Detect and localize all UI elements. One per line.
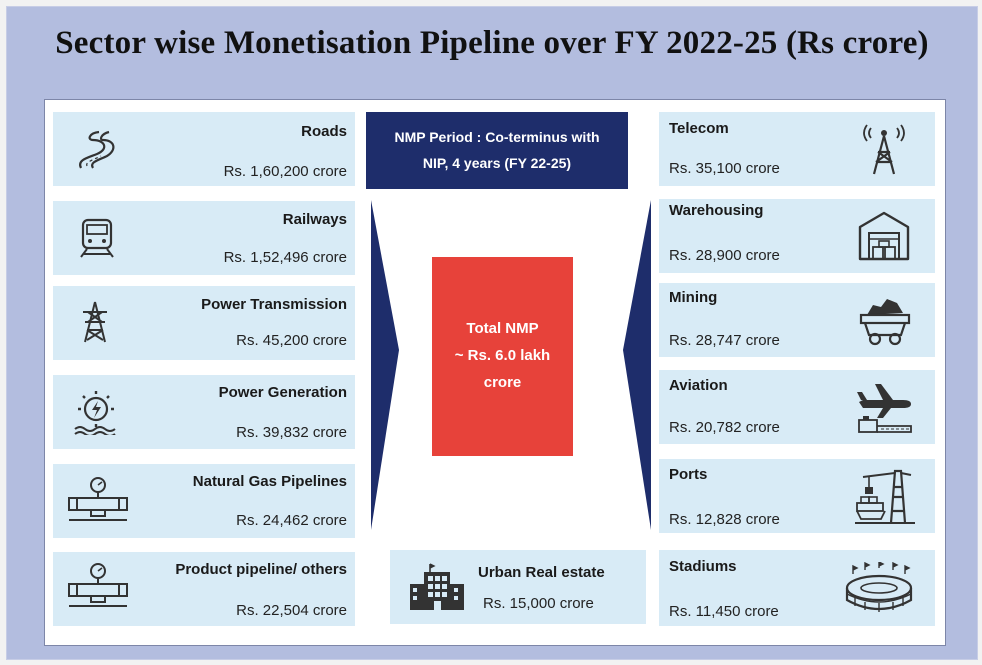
sector-value: Rs. 22,504 crore bbox=[236, 602, 347, 619]
sector-card-power-generation bbox=[53, 375, 355, 449]
airplane-icon bbox=[855, 380, 915, 434]
mining-cart-icon bbox=[857, 293, 913, 347]
nmp-period-box bbox=[366, 112, 628, 189]
sector-name: Urban Real estate bbox=[478, 564, 605, 581]
total-nmp-line1: Total NMP bbox=[466, 320, 539, 337]
sector-name: Natural Gas Pipelines bbox=[192, 473, 347, 490]
sector-card-mining bbox=[659, 283, 935, 357]
train-icon bbox=[75, 217, 119, 259]
sector-value: Rs. 12,828 crore bbox=[669, 511, 780, 528]
sector-name: Warehousing bbox=[669, 202, 764, 219]
sector-card-warehousing bbox=[659, 199, 935, 273]
total-nmp-line3: crore bbox=[483, 374, 522, 391]
power-generation-icon bbox=[71, 391, 121, 435]
nmp-period-line2: NIP, 4 years (FY 22-25) bbox=[422, 155, 572, 171]
sector-name: Telecom bbox=[669, 120, 729, 137]
transmission-tower-icon bbox=[77, 300, 113, 344]
slide-title: Sector wise Monetisation Pipeline over FY 2022-25 (Rs crore) bbox=[55, 25, 929, 61]
product-pipeline-icon bbox=[67, 562, 129, 612]
sector-card-stadiums bbox=[659, 550, 935, 626]
warehouse-icon bbox=[857, 209, 911, 261]
road-icon bbox=[75, 130, 119, 170]
stadium-icon bbox=[843, 562, 915, 614]
right-funnel-arrow bbox=[623, 200, 651, 530]
sector-name: Ports bbox=[669, 466, 708, 483]
sector-value: Rs. 28,900 crore bbox=[669, 247, 780, 264]
sector-card-ports bbox=[659, 459, 935, 533]
sector-card-telecom bbox=[659, 112, 935, 186]
port-crane-icon bbox=[855, 467, 915, 525]
sector-name: Stadiums bbox=[669, 558, 737, 575]
sector-value: Rs. 39,832 crore bbox=[236, 424, 347, 441]
sector-name: Roads bbox=[301, 123, 347, 140]
sector-value: Rs. 24,462 crore bbox=[236, 512, 347, 529]
sector-card-urban-real-estate bbox=[390, 550, 646, 624]
sector-name: Mining bbox=[669, 289, 718, 306]
sector-name: Power Transmission bbox=[201, 296, 347, 313]
sector-name: Product pipeline/ others bbox=[175, 561, 347, 578]
sector-card-aviation bbox=[659, 370, 935, 444]
sector-card-product-pipeline bbox=[53, 552, 355, 626]
sector-name: Power Generation bbox=[218, 384, 347, 401]
total-nmp-box bbox=[432, 257, 573, 456]
sector-name: Railways bbox=[282, 211, 347, 228]
content-panel bbox=[44, 99, 946, 646]
sector-card-power-transmission bbox=[53, 286, 355, 360]
building-icon bbox=[406, 562, 468, 612]
nmp-period-line1: NMP Period : Co-terminus with bbox=[394, 129, 600, 145]
telecom-tower-icon bbox=[859, 120, 909, 176]
sector-value: Rs. 20,782 crore bbox=[669, 419, 780, 436]
sector-value: Rs. 15,000 crore bbox=[483, 595, 594, 612]
sector-value: Rs. 11,450 crore bbox=[669, 603, 779, 620]
sector-value: Rs. 1,52,496 crore bbox=[223, 249, 347, 266]
sector-value: Rs. 35,100 crore bbox=[669, 160, 780, 177]
total-nmp-line2: ~ Rs. 6.0 lakh bbox=[454, 347, 551, 364]
gas-pipeline-icon bbox=[67, 476, 129, 526]
sector-card-roads bbox=[53, 112, 355, 186]
sector-value: Rs. 45,200 crore bbox=[236, 332, 347, 349]
slide-frame bbox=[6, 6, 978, 660]
sector-value: Rs. 1,60,200 crore bbox=[223, 163, 347, 180]
sector-card-railways bbox=[53, 201, 355, 275]
sector-card-natural-gas-pipelines bbox=[53, 464, 355, 538]
left-funnel-arrow bbox=[371, 200, 399, 530]
sector-value: Rs. 28,747 crore bbox=[669, 332, 780, 349]
sector-name: Aviation bbox=[669, 377, 728, 394]
